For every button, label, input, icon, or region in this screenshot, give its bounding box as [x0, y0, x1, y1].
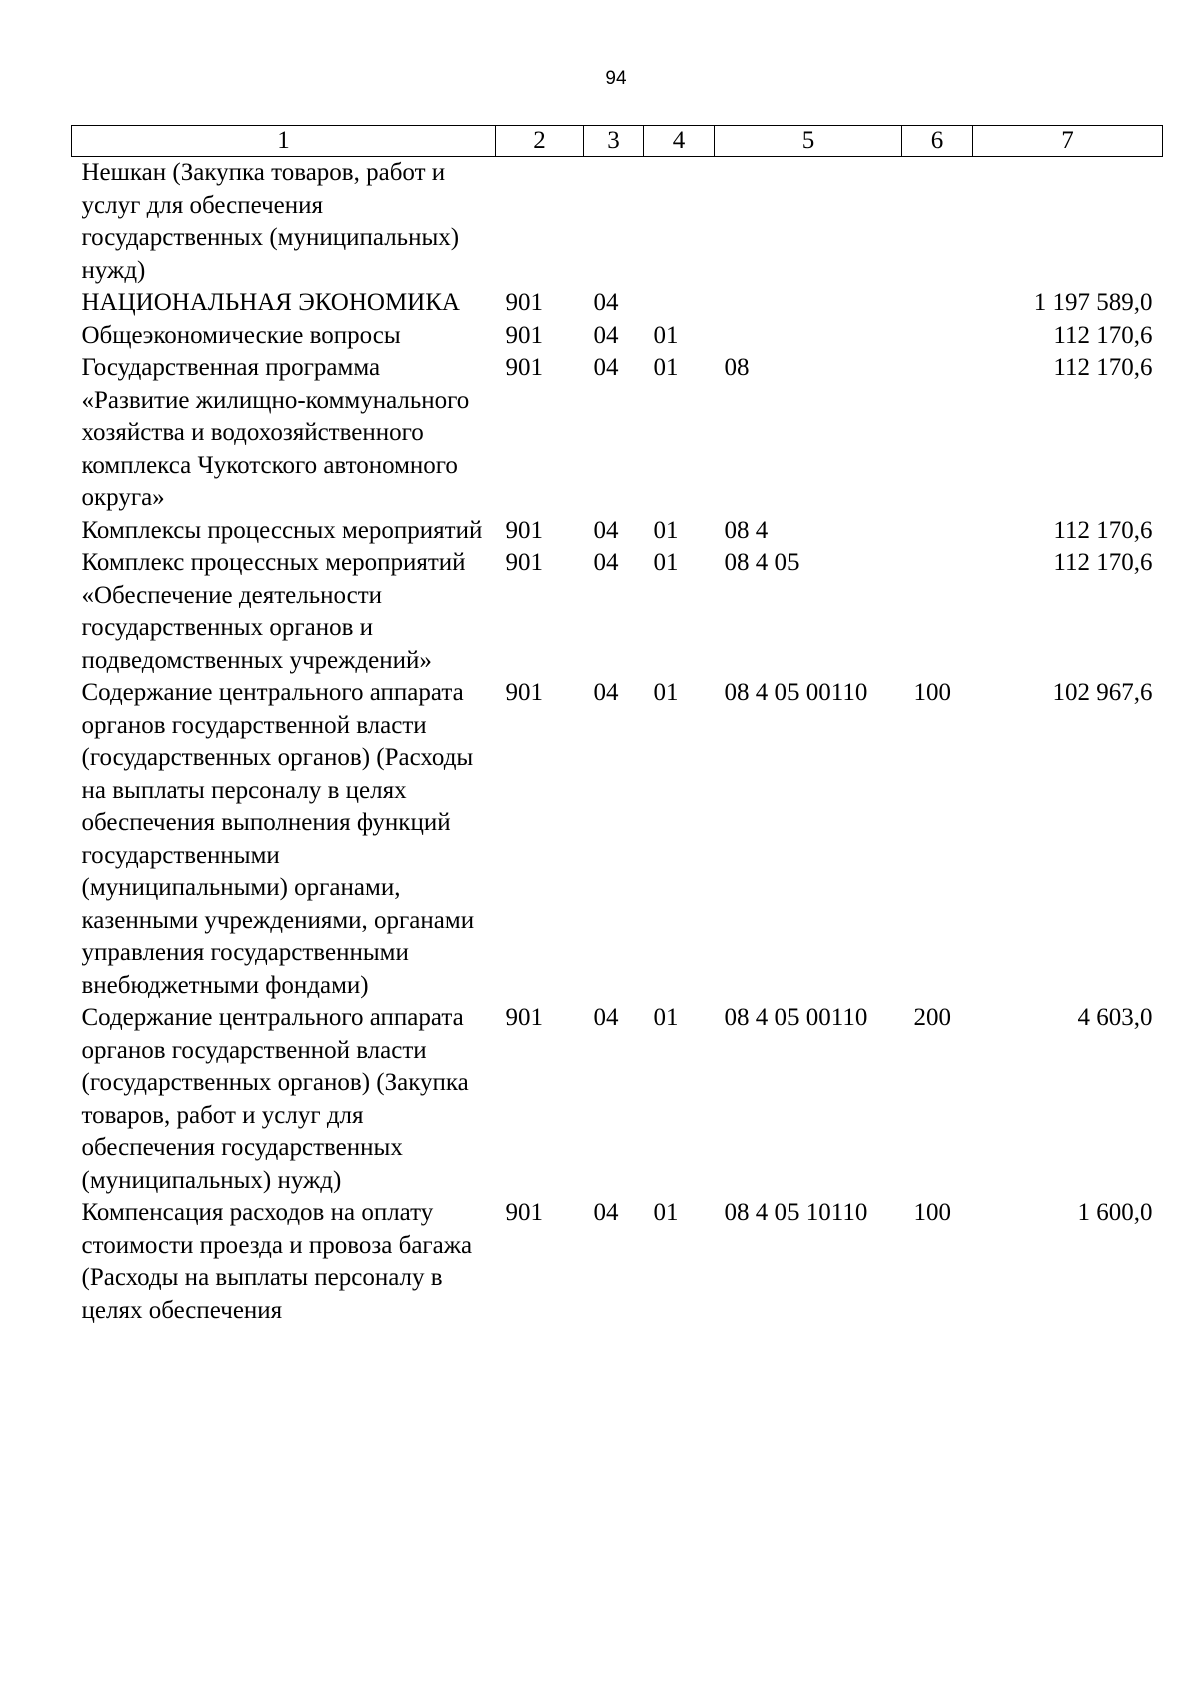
table-row	[72, 677, 1163, 1002]
table-row	[72, 287, 1163, 320]
table-row	[72, 352, 1163, 515]
subsection-code: 01	[653, 321, 679, 349]
amount: 112 170,6	[1053, 354, 1153, 381]
section-code: 04	[593, 516, 619, 544]
subsection-code	[644, 287, 715, 320]
expense-type-code	[902, 515, 973, 548]
ministry-code: 901	[505, 1004, 543, 1031]
section-code: 04	[593, 679, 619, 706]
page-number: 94	[605, 68, 627, 89]
amount: 112 170,6	[1053, 321, 1153, 349]
subsection-code: 01	[653, 516, 679, 544]
expense-type-code	[902, 287, 973, 320]
section-code: 04	[593, 549, 619, 576]
section-code: 04	[593, 1004, 619, 1031]
column-header-3: 3	[584, 126, 644, 157]
ministry-code: 901	[505, 516, 543, 544]
target-code	[715, 320, 902, 353]
column-header-7: 7	[973, 126, 1163, 157]
amount: 1 197 589,0	[1033, 289, 1153, 316]
expense-type-code: 100	[913, 679, 951, 706]
expense-type-code	[902, 352, 973, 515]
ministry-code: 901	[505, 679, 543, 706]
column-header-6: 6	[902, 126, 973, 157]
ministry-code	[496, 157, 584, 288]
ministry-code: 901	[505, 549, 543, 576]
expense-type-code	[902, 547, 973, 677]
table-row	[72, 547, 1163, 677]
row-name: Нешкан (Закупка товаров, работ и услуг для обеспечения государственных (муниципальных) нужд)	[81, 159, 460, 284]
ministry-code: 901	[505, 354, 543, 381]
row-name: Содержание центрального аппарата органов государственной власти (государственных органов) (Расходы на выплаты персоналу в целях обеспечения выполнения функций государственными (муниципальными) органами, казенными учреждениями, органами управления государственными внебюджетными фондами)	[81, 679, 475, 999]
subsection-code: 01	[653, 1199, 679, 1226]
subsection-code: 01	[653, 549, 679, 576]
table-row	[72, 320, 1163, 353]
target-code	[715, 287, 902, 320]
section-code: 04	[593, 354, 619, 381]
expense-type-code: 100	[913, 1199, 951, 1226]
subsection-code: 01	[653, 1004, 679, 1031]
row-name: НАЦИОНАЛЬНАЯ ЭКОНОМИКА	[81, 289, 460, 316]
target-code: 08 4 05 00110	[724, 679, 868, 706]
ministry-code: 901	[505, 1199, 543, 1226]
subsection-code: 01	[653, 679, 679, 706]
section-code: 04	[593, 321, 619, 349]
expense-type-code	[902, 157, 973, 288]
amount: 102 967,6	[1052, 679, 1153, 706]
subsection-code	[644, 157, 715, 288]
row-name: Содержание центрального аппарата органов государственной власти (государственных органов) (Закупка товаров, работ и услуг для обеспечения государственных (муниципальных) нужд)	[81, 1004, 469, 1194]
target-code: 08 4 05	[724, 549, 800, 576]
amount: 4 603,0	[1077, 1004, 1153, 1031]
target-code: 08 4 05 00110	[724, 1004, 868, 1031]
header-row	[72, 126, 1163, 157]
target-code: 08	[724, 354, 750, 381]
amount: 1 600,0	[1077, 1199, 1153, 1226]
amount: 112 170,6	[1053, 516, 1153, 544]
expense-type-code: 200	[913, 1004, 951, 1031]
section-code	[584, 157, 644, 288]
row-name: Комплексы процессных мероприятий	[81, 516, 483, 544]
amount: 112 170,6	[1053, 549, 1153, 576]
table-row	[72, 515, 1163, 548]
ministry-code: 901	[505, 289, 543, 316]
budget-table	[71, 125, 1163, 1327]
ministry-code: 901	[505, 321, 543, 349]
row-name: Общеэкономические вопросы	[81, 321, 401, 349]
target-code	[715, 157, 902, 288]
row-name: Комплекс процессных мероприятий «Обеспечение деятельности государственных органов и подведомственных учреждений»	[81, 549, 466, 674]
table-row	[72, 1002, 1163, 1197]
subsection-code: 01	[653, 354, 679, 381]
amount	[973, 157, 1163, 288]
target-code: 08 4 05 10110	[724, 1199, 868, 1226]
table-header	[72, 126, 1163, 157]
column-header-2: 2	[496, 126, 584, 157]
expense-type-code	[902, 320, 973, 353]
row-name: Компенсация расходов на оплату стоимости проезда и провоза багажа (Расходы на выплаты персоналу в целях обеспечения	[81, 1199, 473, 1324]
table-row	[72, 157, 1163, 288]
table-body	[72, 157, 1163, 1328]
section-code: 04	[593, 1199, 619, 1226]
row-name: Государственная программа «Развитие жилищно-коммунального хозяйства и водохозяйственного комплекса Чукотского автономного округа»	[81, 354, 470, 511]
column-header-1: 1	[72, 126, 496, 157]
table-row	[72, 1197, 1163, 1327]
column-header-4: 4	[644, 126, 715, 157]
column-header-5: 5	[715, 126, 902, 157]
section-code: 04	[593, 289, 619, 316]
target-code: 08 4	[724, 516, 769, 544]
